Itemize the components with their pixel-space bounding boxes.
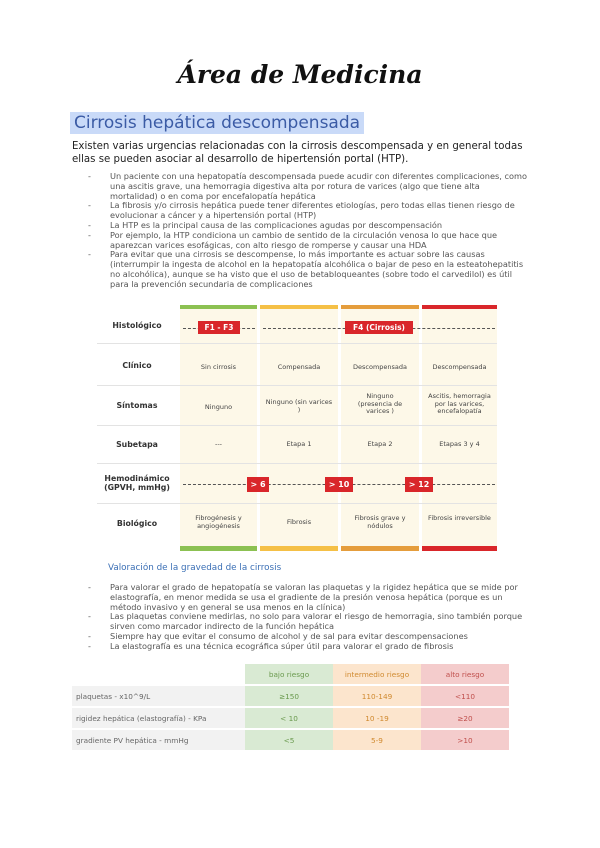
list-item: - Un paciente con una hepatopatía descompensada puede acudir con diferentes complicaciones, como una ascitis grave, una hemorragia digestiva alta por rotura de varices (algo que tiene alta mortalidad) o en coma por encefalopatía hepática (88, 172, 528, 201)
row-label-biologico: Biológico (116, 519, 158, 528)
cirrhosis-staging-diagram (97, 305, 497, 551)
stage-color-line (180, 305, 257, 309)
biological-cell: Fibrosis (286, 518, 312, 526)
row-label-clinico: Clínico (122, 361, 152, 370)
row-label-hemodinamico: Hemodinámico (GPVH, mmHg) (104, 474, 170, 492)
symptoms-cell: Ascitis, hemorragia por las varices, encefalopatía (428, 392, 491, 416)
stage-color-line (422, 305, 497, 309)
row-divider (97, 503, 497, 504)
table-corner (72, 664, 245, 685)
row-label: plaquetas - x10^9/L (72, 685, 245, 707)
gpvh-threshold-badge: > 6 (247, 477, 269, 492)
list-item: - La fibrosis y/o cirrosis hepática puede tener diferentes etiologías, pero todas ellas tienen riesgo de evolucionar a cáncer y a hipertensión portal (HTP) (88, 201, 528, 221)
row-label-subetapa: Subetapa (116, 440, 158, 449)
stage-color-line (260, 305, 338, 309)
list-item: - Las plaquetas conviene medirlas, no solo para valorar el riesgo de hemorragia, sino también porque sirven como marcador indirecto de la función hepática (88, 612, 528, 632)
column-background (260, 305, 338, 551)
header-high-risk: alto riesgo (421, 664, 509, 685)
stage-bottom-bar (341, 546, 419, 551)
header-low-risk: bajo riesgo (245, 664, 333, 685)
row-label-sintomas: Síntomas (116, 401, 158, 410)
row-label: rigidez hepática (elastografía) - KPa (72, 707, 245, 729)
row-divider (97, 463, 497, 464)
cell-high: ≥20 (421, 707, 509, 729)
substage-cell: Etapas 3 y 4 (439, 440, 480, 448)
stage-pill-f1-f3: F1 - F3 (198, 321, 240, 334)
gpvh-threshold-badge: > 10 (325, 477, 353, 492)
cell-intermediate: 5-9 (333, 729, 421, 751)
cell-low: ≥150 (245, 685, 333, 707)
row-divider (97, 425, 497, 426)
stage-bottom-bar (422, 546, 497, 551)
cell-high: <110 (421, 685, 509, 707)
stage-pill-f4: F4 (Cirrosis) (345, 321, 413, 334)
severity-list (88, 583, 528, 652)
header-intermediate-risk: intermedio riesgo (333, 664, 421, 685)
biological-cell: Fibrosis grave y nódulos (354, 514, 406, 530)
row-divider (97, 385, 497, 386)
clinical-cell: Descompensada (432, 363, 487, 371)
substage-cell: Etapa 2 (367, 440, 393, 448)
list-item: - Para evitar que una cirrosis se descompense, lo más importante es actuar sobre las causas (interrumpir la ingesta de alcohol en la hepatopatía alcohólica o bajar de peso en la esteatohepatitis no alcohólica), aunque se ha visto que el uso de betabloqueantes (sobre todo el carvedilol) es útil para la prevención secundaria de complicaciones (88, 250, 528, 289)
table-header-row (72, 664, 509, 685)
complications-list (88, 172, 528, 290)
row-divider (97, 343, 497, 344)
stage-bottom-bar (260, 546, 338, 551)
table-row (72, 685, 509, 707)
list-item: - La elastografía es una técnica ecográfica súper útil para valorar el grado de fibrosis (88, 642, 528, 652)
row-label: gradiente PV hepática - mmHg (72, 729, 245, 751)
clinical-cell: Descompensada (353, 363, 407, 371)
section2-title: Valoración de la gravedad de la cirrosis (108, 563, 282, 573)
clinical-cell: Sin cirrosis (200, 363, 237, 371)
symptoms-cell: Ninguno (presencia de varices ) (357, 392, 403, 416)
stage-bottom-bar (180, 546, 257, 551)
cell-low: <5 (245, 729, 333, 751)
page-title: Área de Medicina (177, 60, 423, 89)
gpvh-threshold-badge: > 12 (405, 477, 433, 492)
section-title: Cirrosis hepática descompensada (70, 112, 364, 134)
list-item: - Por ejemplo, la HTP condiciona un cambio de sentido de la circulación venosa lo que hace que aparezcan varices esofágicas, con alto riesgo de romperse y causar una HDA (88, 231, 528, 251)
symptoms-cell: Ninguno (sin varices ) (265, 398, 333, 414)
risk-table (72, 664, 509, 752)
substage-cell: Etapa 1 (286, 440, 312, 448)
row-label-histologico: Histológico (112, 321, 162, 330)
symptoms-cell: Ninguno (204, 403, 233, 411)
list-item: - Para valorar el grado de hepatopatía se valoran las plaquetas y la rigidez hepática que se mide por elastografía, en menor medida se usa el gradiente de la presión venosa hepática (porque es un método invasivo y en general se usa menos en la clínica) (88, 583, 528, 612)
stage-color-line (341, 305, 419, 309)
list-item: - La HTP es la principal causa de las complicaciones agudas por descompensación (88, 221, 528, 231)
list-item: - Siempre hay que evitar el consumo de alcohol y de sal para evitar descompensaciones (88, 632, 528, 642)
cell-high: >10 (421, 729, 509, 751)
table-row (72, 729, 509, 751)
cell-low: < 10 (245, 707, 333, 729)
biological-cell: Fibrosis irreversible (428, 514, 491, 522)
substage-cell: --- (214, 440, 223, 448)
table-row (72, 707, 509, 729)
biological-cell: Fibrogénesis y angiogénesis (195, 514, 242, 530)
intro-paragraph: Existen varias urgencias relacionadas con la cirrosis descompensada y en general todas ellas se pueden asociar al desarrollo de hipertensión portal (HTP). (72, 141, 523, 165)
cell-intermediate: 110-149 (333, 685, 421, 707)
clinical-cell: Compensada (277, 363, 321, 371)
cell-intermediate: 10 -19 (333, 707, 421, 729)
